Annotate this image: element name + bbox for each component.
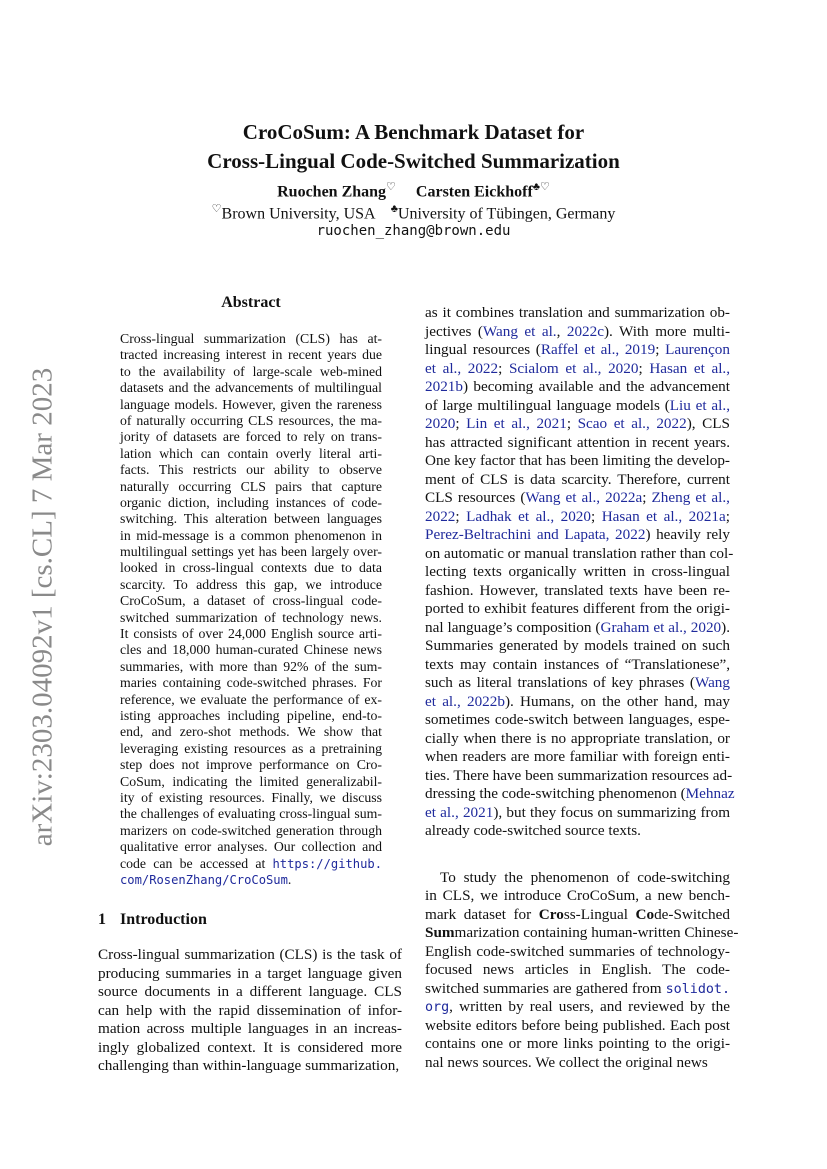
text-line: It consists of over 24,000 English source arti-: [120, 626, 382, 642]
text-line: ingly globalized context. It is considered more: [98, 1038, 402, 1056]
text-span: ss-Lingual: [563, 905, 636, 923]
text-span: ) heavily rely: [645, 526, 730, 543]
text-line: naturally occurring CLS pairs that capture: [120, 478, 382, 494]
text-span: ) becoming available and the advancement: [462, 378, 730, 395]
text-line: [425, 980, 730, 999]
text-span: jectives (: [425, 322, 483, 340]
citation-link[interactable]: Scao et al., 2022: [577, 415, 687, 432]
bold-text: Co: [635, 905, 655, 923]
text-line: in mid-message is a common phenomenon in: [120, 527, 382, 543]
text-span: mark dataset for: [425, 905, 539, 923]
text-line: marizers on code-switched generation through: [120, 822, 382, 838]
text-span: ;: [725, 507, 730, 525]
bold-text: Sum: [425, 924, 455, 941]
text-span: ), but they focus on summarizing from: [493, 803, 731, 821]
affil-mark: ♣: [390, 203, 398, 215]
citation-link[interactable]: Laurençon: [665, 341, 730, 358]
text-line: ment of CLS is data scarcity. Therefore, current: [425, 470, 730, 488]
text-line: reference, we evaluate the performance of ex-: [120, 691, 382, 707]
text-span: nal language’s composition (: [425, 618, 601, 636]
text-line: ity of existing resources. Finally, we discuss: [120, 789, 382, 805]
text-line: sometimes code-switch between languages, espe-: [425, 711, 730, 728]
text-span: ;: [566, 415, 578, 432]
text-span: ;: [455, 415, 467, 432]
url-link[interactable]: org: [425, 1000, 450, 1015]
text-line: mation across multiple languages in an increas-: [98, 1020, 402, 1037]
text-line: cially when there is no appropriate translation, or: [425, 729, 730, 747]
section-heading-introduction: [98, 911, 207, 929]
citation-link[interactable]: Graham et al., 2020: [600, 618, 722, 636]
url-link[interactable]: https://github.: [272, 856, 382, 871]
text-line: as it combines translation and summarization ob-: [425, 304, 730, 321]
arxiv-stamp: arXiv:2303.04092v1 [cs.CL] 7 Mar 2023: [26, 367, 59, 847]
text-line: switched summarization of technology news.: [120, 609, 382, 625]
bold-text: Cro: [538, 905, 564, 923]
text-line: on automatic or manual translation rather than col-: [425, 544, 734, 562]
text-line: summaries, with more than 92% of the sum-: [120, 658, 382, 674]
citation-link[interactable]: Wang: [694, 674, 730, 691]
text-line: source documents in a different language. CLS: [98, 983, 402, 1000]
text-line: [425, 526, 730, 545]
intro-right-column: [425, 304, 739, 1072]
text-line: [425, 341, 730, 360]
text-line: [425, 323, 730, 342]
text-line: focused news articles in English. The code-: [425, 961, 730, 978]
url-link[interactable]: solidot.: [665, 981, 730, 997]
text-line: language models. However, given the rareness: [120, 396, 382, 412]
text-line: [425, 489, 730, 508]
text-line: datasets and the advancements of multilingual: [120, 380, 382, 396]
citation-link[interactable]: Liu et al.,: [669, 396, 730, 414]
author-mark: ♣♡: [532, 181, 550, 193]
text-span: of large multilingual language models (: [425, 396, 670, 414]
text-span: ;: [590, 507, 602, 525]
text-line: tracted increasing interest in recent years due: [120, 347, 382, 363]
text-span: ;: [655, 341, 666, 358]
text-line: [425, 397, 730, 416]
text-span: ).: [721, 618, 730, 636]
affiliations: [0, 202, 827, 223]
text-span: ). With more multi-: [603, 322, 731, 340]
text-line: [120, 856, 382, 872]
text-span: code can be accessed at: [120, 855, 273, 871]
text-span: lingual resources (: [425, 341, 541, 358]
text-line: already code-switched source texts.: [425, 822, 641, 839]
text-span: such as literal translations of key phrases (: [425, 674, 695, 691]
text-line: multilingual settings yet has been largely over-: [120, 544, 382, 560]
citation-link[interactable]: Zheng et al.,: [651, 489, 730, 506]
citation-link[interactable]: 2021b: [425, 378, 463, 395]
text-line: [120, 872, 382, 888]
text-line: [425, 674, 730, 693]
author-mark: ♡: [386, 181, 396, 193]
text-line: maries containing code-switched phrases. For: [120, 675, 382, 691]
text-span: ,: [556, 322, 567, 340]
text-span: ;: [498, 359, 509, 377]
citation-link[interactable]: Hasan et al., 2021a: [601, 507, 726, 525]
affil-mark: ♡: [211, 203, 222, 215]
text-line: switching. This alteration between languages: [120, 511, 382, 527]
text-line: One key factor that has been limiting the develop-: [425, 452, 730, 469]
text-line: [425, 415, 730, 434]
url-link[interactable]: com/RosenZhang/CroCoSum: [120, 872, 288, 887]
text-line: [425, 508, 730, 527]
text-line: organic diction, including instances of code-: [120, 494, 382, 510]
citation-link[interactable]: Scialom et al., 2020: [508, 359, 639, 377]
text-span: marization containing human-written Chinese-: [454, 924, 739, 941]
citation-link[interactable]: et al., 2022b: [425, 692, 505, 710]
text-line: fashion. However, translated texts have been re-: [425, 581, 730, 599]
text-line: has attracted significant attention in recent years.: [425, 433, 730, 451]
text-line: lecting texts organically written in cross-lingual: [425, 563, 730, 580]
text-line: to the availability of large-scale web-mined: [120, 363, 382, 379]
text-line: contains one or more links pointing to the origi-: [425, 1035, 730, 1052]
title-line-1: CroCoSum: A Benchmark Dataset for: [242, 120, 585, 144]
author-email[interactable]: ruochen_zhang@brown.edu: [316, 223, 511, 239]
text-line: nal news sources. We collect the original news: [425, 1053, 708, 1071]
affil-name: University of Tübingen, Germany: [397, 205, 616, 223]
text-span: switched summaries are gathered from: [425, 979, 666, 997]
citation-link[interactable]: et al., 2021: [425, 803, 494, 821]
affil-name: Brown University, USA: [221, 205, 375, 223]
text-line: lation which can contain overly literal arti-: [120, 445, 382, 461]
text-span: .: [287, 871, 292, 887]
citation-link[interactable]: Wang et al.: [482, 322, 557, 340]
text-span: ), CLS: [686, 415, 730, 432]
text-span: de-Switched: [654, 905, 730, 923]
citation-link[interactable]: 2020: [425, 415, 456, 432]
text-line: Summaries generated by models trained on such: [425, 637, 730, 654]
text-line: leveraging existing resources as a pretraining: [120, 740, 382, 756]
text-line: [425, 619, 730, 638]
text-line: [425, 378, 730, 397]
text-span: , written by real users, and reviewed by the: [449, 998, 730, 1015]
citation-link[interactable]: Wang et al., 2022a: [525, 489, 643, 506]
text-line: the challenges of evaluating cross-lingual sum-: [120, 806, 382, 822]
citation-link[interactable]: Raffel et al., 2019: [540, 341, 656, 358]
text-line: can help with the rapid dissemination of infor-: [98, 1001, 402, 1019]
text-span: ;: [642, 489, 652, 506]
text-line: CoSum, indicating the limited generalizabil-: [120, 773, 382, 789]
text-line: [425, 693, 730, 712]
citation-link[interactable]: 2022: [425, 507, 456, 525]
text-line: website editors before being published. Each post: [425, 1016, 730, 1034]
author-name: Ruochen Zhang: [277, 183, 387, 201]
citation-link[interactable]: 2022c: [566, 322, 604, 340]
abstract-heading: Abstract: [221, 294, 281, 311]
text-line: producing summaries in a target language given: [98, 964, 402, 982]
author-name: Carsten Eickhoff: [415, 183, 533, 201]
text-line: of naturally occurring CLS resources, the ma-: [120, 412, 382, 428]
citation-link[interactable]: et al., 2022: [425, 359, 499, 377]
text-line: when readers are more familiar with foreign enti-: [425, 748, 730, 765]
text-span: ;: [638, 359, 650, 377]
text-line: To study the phenomenon of code-switching: [440, 868, 730, 886]
text-line: Cross-lingual summarization (CLS) is the task of: [98, 946, 402, 963]
section-title: Introduction: [120, 911, 207, 928]
text-line: end, and zero-shot methods. We show that: [120, 724, 382, 740]
text-line: in CLS, we introduce CroCoSum, a new bench-: [425, 887, 730, 904]
citation-link[interactable]: Hasan et al.,: [649, 359, 731, 377]
abstract-body: [120, 331, 382, 888]
citation-link[interactable]: Perez-Beltrachini and Lapata, 2022: [425, 526, 646, 543]
text-line: facts. This restricts our ability to observe: [120, 462, 382, 478]
text-span: CLS resources (: [425, 489, 526, 506]
text-line: [425, 998, 730, 1017]
citation-link[interactable]: Mehnaz: [685, 785, 735, 802]
text-span: ;: [455, 507, 467, 525]
text-line: qualitative error analyses. Our collection and: [120, 839, 382, 855]
text-line: isting approaches including pipeline, end-to-: [120, 707, 382, 723]
citation-link[interactable]: Ladhak et al., 2020: [466, 507, 591, 525]
text-line: [425, 924, 739, 943]
text-line: [425, 360, 730, 379]
text-line: challenging than within-language summarization,: [98, 1057, 400, 1074]
text-line: ties. There have been summarization resources ad-: [425, 766, 733, 784]
text-line: step does not improve performance on Cro-: [120, 757, 382, 773]
authors: [0, 180, 827, 201]
text-line: [425, 785, 735, 804]
section-number: 1: [98, 911, 106, 928]
text-line: looked in cross-lingual contexts due to data: [120, 560, 382, 576]
text-line: English code-switched summaries of technology-: [425, 942, 730, 960]
text-line: cles and 18,000 human-curated Chinese news: [120, 642, 382, 658]
paragraph-gap: [425, 841, 730, 869]
title-line-2: Cross-Lingual Code-Switched Summarization: [207, 149, 620, 173]
text-line: [425, 906, 730, 925]
text-line: scarcity. To address this gap, we introduce: [120, 576, 382, 592]
text-line: ported to exhibit features different from the origi-: [425, 600, 730, 617]
text-line: jority of datasets are forced to rely on trans-: [120, 429, 382, 445]
citation-link[interactable]: Lin et al., 2021: [466, 415, 567, 432]
paper-title: [0, 118, 827, 176]
text-line: [425, 804, 730, 823]
text-line: CroCoSum, a dataset of cross-lingual code-: [120, 593, 382, 609]
intro-left-column: [98, 946, 402, 1076]
text-span: ). Humans, on the other hand, may: [504, 692, 731, 710]
text-line: Cross-lingual summarization (CLS) has at-: [120, 331, 382, 346]
text-line: texts may contain instances of “Translationese”,: [425, 655, 730, 673]
text-span: dressing the code-switching phenomenon (: [425, 785, 686, 802]
